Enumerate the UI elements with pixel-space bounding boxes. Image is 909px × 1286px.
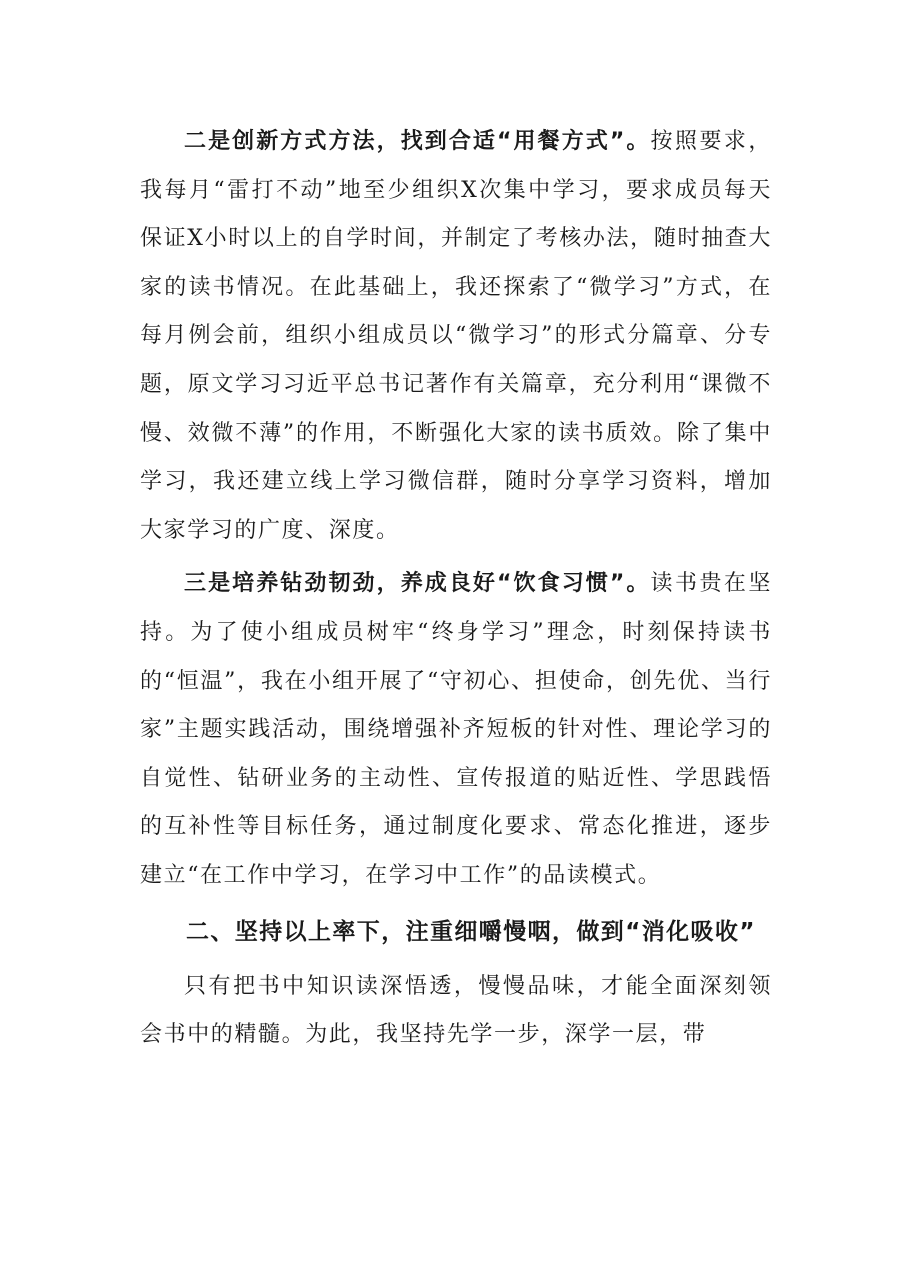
paragraph-section-intro: [140, 963, 772, 1060]
paragraph-persistence: [140, 560, 772, 900]
section-heading: 二、坚持以上率下，注重细嚼慢咽，做到“消化吸收”: [186, 918, 756, 945]
paragraph-text: 只有把书中知识读深悟透，慢慢品味，才能全面深刻领会书中的精髓。为此，我坚持先学一步，深学一层，带: [140, 973, 772, 1048]
paragraph-text: 读书贵在坚持。为了使小组成员树牢“终身学习”理念，时刻保持读书的“恒温”，我在小组开展了“守初心、担使命，创先优、当行家”主题实践活动，围绕增强补齐短板的针对性、理论学习的自觉性、钻研业务的主动性、宣传报道的贴近性、学思践悟的互补性等目标任务，通过制度化要求、常态化推进，逐步建立“在工作中学习，在学习中工作”的品读模式。: [140, 571, 772, 888]
paragraph-lead: 三是培养钻劲韧劲，养成良好“饮食习惯”。: [184, 571, 651, 597]
paragraph-innovate-methods: [140, 118, 772, 555]
paragraph-lead: 二是创新方式方法，找到合适“用餐方式”。: [184, 129, 651, 154]
document-body: [140, 118, 772, 1060]
paragraph-text: 按照要求，我每月“雷打不动”地至少组织X次集中学习，要求成员每天保证X小时以上的自学时间，并制定了考核办法，随时抽查大家的读书情况。在此基础上，我还探索了“微学习”方式，在每月例会前，组织小组成员以“微学习”的形式分篇章、分专题，原文学习习近平总书记著作有关篇章，充分利用“课微不慢、效微不薄”的作用，不断强化大家的读书质效。除了集中学习，我还建立线上学习微信群，随时分享学习资料，增加大家学习的广度、深度。: [140, 129, 772, 543]
